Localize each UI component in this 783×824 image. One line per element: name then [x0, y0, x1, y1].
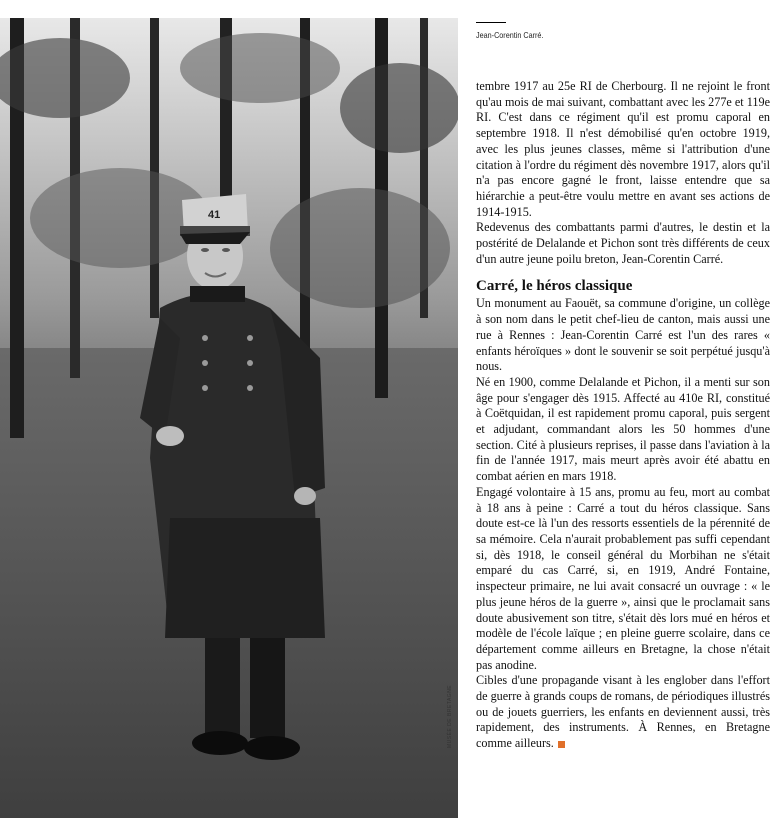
end-of-article-mark	[558, 741, 565, 748]
section-paragraph-1: Un monument au Faouët, sa commune d'origine, un collège à son nom dans le petit chef-lieu de canton, mais aussi une rue à Rennes : Jean-Corentin Carré est l'un des rares « enfants héroïques » dont le souvenir se soit perpétué jusqu'à nous.	[476, 296, 770, 374]
photo-caption: Jean-Corentin Carré.	[476, 30, 544, 40]
paragraph-1: tembre 1917 au 25e RI de Cherbourg. Il ne rejoint le front qu'au mois de mai suivant, combattant avec les 277e et 119e RI. C'est dans ce régiment qu'il est promu caporal en septembre 1918. Il n'est démobilisé qu'en octobre 1919, avec les plus jeunes classes, même si l'attribution d'une citation à l'ordre du régiment dès novembre 1917, alors qu'il n'a pas encore gagné le front, laisse entendre que sa hiérarchie a peut-être voulu mettre en avant ses actions de 1914-1915.	[476, 79, 770, 219]
photo-credit: MUSÉE DE BRETAGNE	[447, 684, 453, 748]
section-paragraph-2: Né en 1900, comme Delalande et Pichon, il a menti sur son âge pour s'engager dès 1915. Affecté au 410e RI, constitué à Coëtquidan, il est rapidement promu caporal, puis sergent et adjudant, commandant alors les 50 hommes d'une section. Cité à plusieurs reprises, il passe dans l'aviation à la fin de l'année 1917, mais meurt après avoir été abattu en combat aérien en mars 1918.	[476, 374, 770, 484]
section-heading: Carré, le héros classique	[476, 278, 633, 295]
article-text	[476, 79, 770, 752]
caption-rule	[476, 22, 506, 23]
paragraph-2: Redevenus des combattants parmi d'autres, le destin et la postérité de Delalande et Pichon sont très différents de ceux d'un autre jeune poilu breton, Jean-Corentin Carré.	[476, 220, 770, 266]
kepi-number: 41	[208, 209, 221, 221]
section-paragraph-4	[476, 673, 770, 752]
photo-illustration	[0, 18, 458, 818]
closing-text: Cibles d'une propagande visant à les englober dans l'effort de guerre à grands coups de romans, de périodiques illustrés ou de jouets guerriers, les enfants en deviennent aussi, très rapidement, des instruments. À Rennes, en Bretagne comme ailleurs.	[476, 673, 770, 751]
soldier-photograph	[0, 18, 458, 818]
section-paragraph-3: Engagé volontaire à 15 ans, promu au feu, mort au combat à 18 ans à peine : Carré a tout du héros classique. Sans doute est-ce là l'un des ressorts essentiels de la pérennité de sa mémoire. Cela n'aurait probablement pas suffi cependant si, dès 1918, le conseil général du Morbihan ne s'était emparé du cas Carré, si, en 1919, André Fontaine, inspecteur primaire, ne lui avait consacré un ouvrage : « le plus jeune héros de la guerre », ainsi que le proclamait sans doute abusivement son titre, s'était dès lors mué en héros et modèle de l'école laïque ; en pleine guerre scolaire, dans ce département comme ailleurs en Bretagne, la chose n'était pas anodine.	[476, 484, 770, 672]
